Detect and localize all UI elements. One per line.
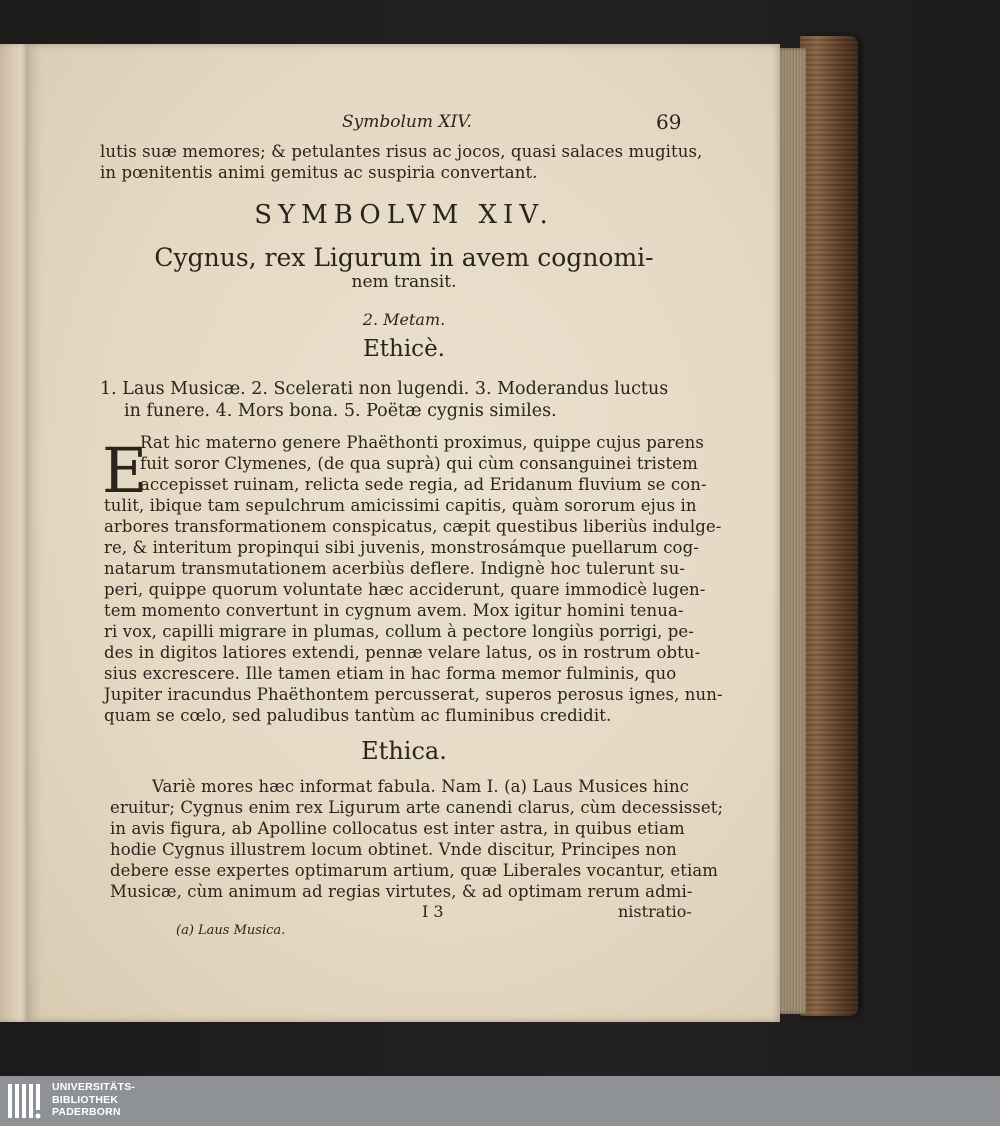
source-reference: 2. Metam. — [362, 310, 446, 329]
narrative-line: fuit soror Clymenes, (de qua suprà) qui cùm consanguinei tristem — [140, 454, 698, 473]
narrative-line: re, & interitum propinqui sibi juvenis, monstrosámque puellarum cog- — [104, 538, 699, 557]
ethica-line: debere esse expertes optimarum artium, quæ Liberales vocantur, etiam — [110, 861, 719, 880]
previous-page-edge — [0, 44, 30, 1022]
subtitle-line: Cygnus, rex Ligurum in avem cognomi- — [154, 243, 654, 272]
section-heading-ethica: Ethica. — [361, 737, 447, 765]
topics-line: in funere. 4. Mors bona. 5. Poëtæ cygnis similes. — [124, 401, 557, 421]
ethica-line: Variè mores hæc informat fabula. Nam I. (a) Laus Musices hinc — [152, 777, 690, 796]
narrative-line: des in digitos latiores extendi, pennæ velare latus, os in rostrum obtu- — [104, 643, 701, 662]
book-cover-edge — [800, 36, 858, 1016]
ethica-line: in avis figura, ab Apolline collocatus est inter astra, in quibus etiam — [110, 819, 685, 838]
narrative-line: peri, quippe quorum voluntate hæc acciderunt, quare immodicè lugen- — [104, 580, 706, 599]
logo-line: BIBLIOTHEK — [52, 1093, 119, 1106]
running-head: Symbolum XIV. — [342, 112, 472, 132]
intro-line: lutis suæ memores; & petulantes risus ac jocos, quasi salaces mugitus, — [100, 142, 703, 161]
footnote: (a) Laus Musica. — [176, 923, 286, 938]
narrative-line: ri vox, capilli migrare in plumas, collum à pectore longiùs porrigi, pe- — [104, 622, 694, 641]
book-page — [28, 44, 780, 1022]
catchword: nistratio- — [618, 902, 692, 921]
symbolum-title: SYMBOLVM XIV. — [254, 200, 554, 230]
narrative-line: arbores transformationem conspicatus, cæpit questibus liberiùs indulge- — [104, 517, 722, 536]
ethica-line: Musicæ, cùm animum ad regias virtutes, & ad optimam rerum admi- — [110, 882, 693, 901]
logo-line: PADERBORN — [52, 1106, 121, 1118]
page-stack-edge — [776, 48, 806, 1014]
ethica-line: hodie Cygnus illustrem locum obtinet. Vnde discitur, Principes non — [110, 840, 677, 859]
section-heading-ethice: Ethicè. — [362, 336, 445, 362]
narrative-line: Jupiter iracundus Phaëthontem percusserat, superos perosus ignes, nun- — [104, 685, 723, 704]
narrative-line: tem momento convertunt in cygnum avem. Mox igitur homini tenua- — [104, 601, 684, 620]
subtitle-line: nem transit. — [351, 272, 457, 292]
narrative-line: sius excrescere. Ille tamen etiam in hac forma memor fulminis, quo — [104, 664, 677, 683]
topics-line: 1. Laus Musicæ. 2. Scelerati non lugendi. 3. Moderandus luctus — [100, 379, 669, 399]
intro-line: in pœnitentis animi gemitus ac suspiria convertant. — [100, 163, 538, 182]
page-number: 69 — [656, 110, 682, 134]
signature-mark: I 3 — [422, 902, 444, 921]
library-logo-icon — [6, 1081, 46, 1121]
narrative-line: Rat hic materno genere Phaëthonti proximus, quippe cujus parens — [140, 433, 704, 452]
narrative-line: accepisset ruinam, relicta sede regia, ad Eridanum fluvium se con- — [140, 475, 707, 494]
narrative-line: tulit, ibique tam sepulchrum amicissimi capitis, quàm sororum ejus in — [104, 496, 697, 515]
logo-line: UNIVERSITÄTS- — [52, 1081, 136, 1093]
library-footer-bar — [0, 1076, 1000, 1126]
narrative-line: natarum transmutationem acerbiùs deflere. Indignè hoc tulerunt su- — [104, 559, 685, 578]
drop-cap: E — [102, 434, 148, 507]
library-logo-text — [52, 1081, 135, 1119]
narrative-line: quam se cœlo, sed paludibus tantùm ac fluminibus credidit. — [104, 706, 612, 725]
ethica-line: eruitur; Cygnus enim rex Ligurum arte canendi clarus, cùm decessisset; — [110, 798, 724, 817]
